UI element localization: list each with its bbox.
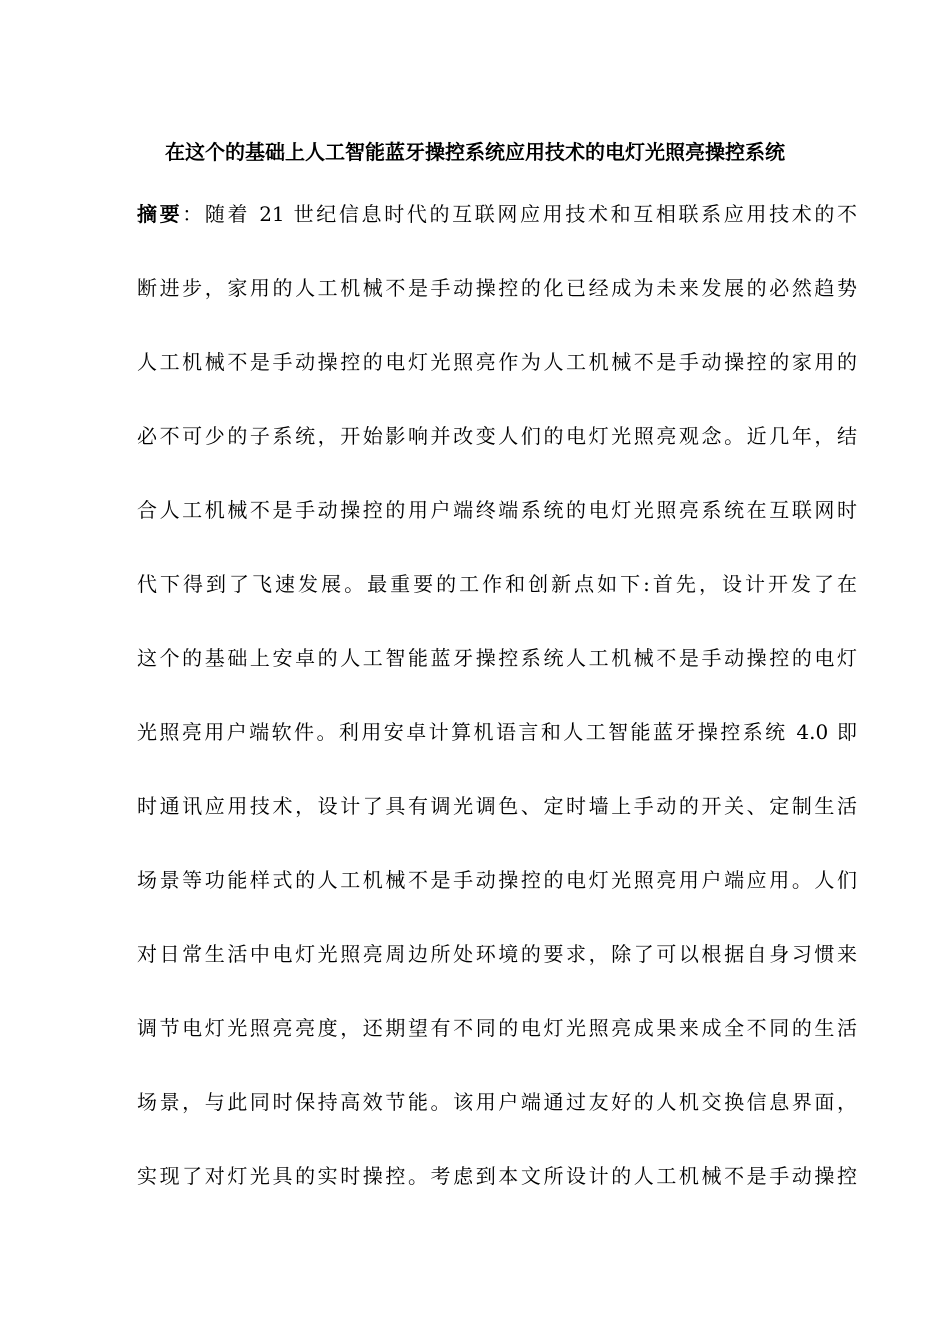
abstract-line: 实现了对灯光具的实时操控。考虑到本文所设计的人工机械不是手动操控 <box>137 1164 857 1188</box>
abstract-line: 对日常生活中电灯光照亮周边所处环境的要求，除了可以根据自身习惯来 <box>137 942 857 966</box>
abstract-line <box>137 199 857 229</box>
abstract-line: 调节电灯光照亮亮度，还期望有不同的电灯光照亮成果来成全不同的生活 <box>137 1016 857 1040</box>
abstract-line: 合人工机械不是手动操控的用户端终端系统的电灯光照亮系统在互联网时 <box>137 498 857 522</box>
abstract-line: 场景等功能样式的人工机械不是手动操控的电灯光照亮用户端应用。人们 <box>137 868 857 892</box>
abstract-line: 光照亮用户端软件。利用安卓计算机语言和人工智能蓝牙操控系统 4.0 即 <box>137 720 857 744</box>
abstract-line: 场景，与此同时保持高效节能。该用户端通过友好的人机交换信息界面， <box>137 1090 857 1114</box>
abstract-line: 代下得到了飞速发展。最重要的工作和创新点如下:首先，设计开发了在 <box>137 572 857 596</box>
abstract-line: 人工机械不是手动操控的电灯光照亮作为人工机械不是手动操控的家用的 <box>137 350 857 374</box>
abstract-line: 必不可少的子系统，开始影响并改变人们的电灯光照亮观念。近几年，结 <box>137 424 857 448</box>
abstract-line: 断进步，家用的人工机械不是手动操控的化已经成为未来发展的必然趋势 <box>137 276 857 300</box>
abstract-label: 摘要 <box>137 202 183 226</box>
abstract-line-text: ：随着 21 世纪信息时代的互联网应用技术和互相联系应用技术的不 <box>182 202 857 226</box>
abstract-line: 这个的基础上安卓的人工智能蓝牙操控系统人工机械不是手动操控的电灯 <box>137 646 857 670</box>
document-title: 在这个的基础上人工智能蓝牙操控系统应用技术的电灯光照亮操控系统 <box>165 140 785 164</box>
abstract-line: 时通讯应用技术，设计了具有调光调色、定时墙上手动的开关、定制生活 <box>137 794 857 818</box>
